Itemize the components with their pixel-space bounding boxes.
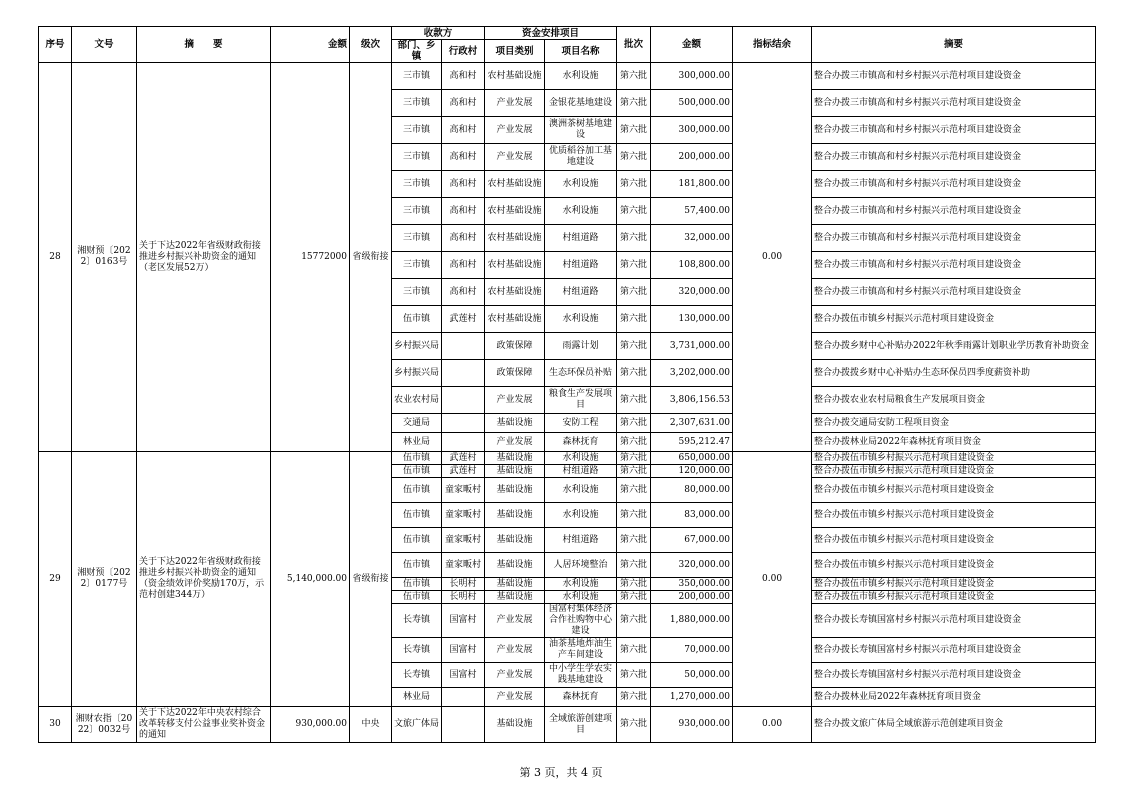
remark: 整合办拨三市镇高和村乡村振兴示范村项目建设资金 [812, 144, 1096, 171]
recipient-dept: 伍市镇 [392, 591, 442, 604]
project-name: 水利设施 [545, 198, 617, 225]
project-category: 基础设施 [485, 591, 545, 604]
recipient-dept: 乡村振兴局 [392, 333, 442, 360]
recipient-dept: 三市镇 [392, 279, 442, 306]
header-recipient-dept: 部门、乡镇 [392, 40, 442, 63]
group-seq: 29 [39, 452, 72, 707]
remark: 整合办拨三市镇高和村乡村振兴示范村项目建设资金 [812, 171, 1096, 198]
recipient-village [442, 333, 485, 360]
project-name: 水利设施 [545, 63, 617, 90]
recipient-village: 武莲村 [442, 452, 485, 465]
remark: 整合办拨伍市镇乡村振兴示范村项目建设资金 [812, 465, 1096, 478]
recipient-dept: 伍市镇 [392, 452, 442, 465]
recipient-village: 童家畈村 [442, 503, 485, 528]
project-name: 优质稻谷加工基地建设 [545, 144, 617, 171]
alloc-amount: 320,000.00 [651, 279, 733, 306]
remark: 整合办拨伍市镇乡村振兴示范村项目建设资金 [812, 452, 1096, 465]
project-name: 森林抚育 [545, 433, 617, 452]
group-balance: 0.00 [733, 707, 812, 743]
project-name: 村组道路 [545, 528, 617, 553]
alloc-amount: 320,000.00 [651, 553, 733, 578]
recipient-village [442, 433, 485, 452]
batch: 第六批 [617, 528, 651, 553]
recipient-village: 高和村 [442, 279, 485, 306]
group-level: 省级衔接 [350, 63, 392, 452]
header-doc-no: 文号 [72, 27, 137, 63]
project-category: 农村基础设施 [485, 252, 545, 279]
batch: 第六批 [617, 63, 651, 90]
header-project: 资金安排项目 [485, 27, 617, 40]
alloc-amount: 80,000.00 [651, 478, 733, 503]
remark: 整合办拨伍市镇乡村振兴示范村项目建设资金 [812, 578, 1096, 591]
project-name: 安防工程 [545, 414, 617, 433]
header-seq: 序号 [39, 27, 72, 63]
batch: 第六批 [617, 433, 651, 452]
header-project-name: 项目名称 [545, 40, 617, 63]
recipient-dept: 林业局 [392, 433, 442, 452]
project-category: 基础设施 [485, 707, 545, 743]
alloc-amount: 2,307,631.00 [651, 414, 733, 433]
group-level: 省级衔接 [350, 452, 392, 707]
recipient-dept: 文旅广体局 [392, 707, 442, 743]
project-category: 基础设施 [485, 503, 545, 528]
recipient-village: 高和村 [442, 171, 485, 198]
recipient-dept: 伍市镇 [392, 578, 442, 591]
alloc-amount: 3,202,000.00 [651, 360, 733, 387]
remark: 整合办拨文旅广体局全域旅游示范创建项目资金 [812, 707, 1096, 743]
remark: 整合办拨长寿镇国富村乡村振兴示范村项目建设资金 [812, 663, 1096, 688]
batch: 第六批 [617, 503, 651, 528]
alloc-amount: 500,000.00 [651, 90, 733, 117]
alloc-amount: 120,000.00 [651, 465, 733, 478]
remark: 整合办拨三市镇高和村乡村振兴示范村项目建设资金 [812, 63, 1096, 90]
remark: 整合办拨伍市镇乡村振兴示范村项目建设资金 [812, 478, 1096, 503]
recipient-dept: 长寿镇 [392, 663, 442, 688]
remark: 整合办拨交通局安防工程项目资金 [812, 414, 1096, 433]
recipient-dept: 三市镇 [392, 117, 442, 144]
project-name: 中小学生学农实践基地建设 [545, 663, 617, 688]
header-remark: 摘要 [812, 27, 1096, 63]
recipient-village [442, 360, 485, 387]
project-name: 水利设施 [545, 306, 617, 333]
remark: 整合办拨三市镇高和村乡村振兴示范村项目建设资金 [812, 225, 1096, 252]
project-category: 农村基础设施 [485, 171, 545, 198]
alloc-amount: 300,000.00 [651, 117, 733, 144]
alloc-amount: 350,000.00 [651, 578, 733, 591]
recipient-dept: 三市镇 [392, 90, 442, 117]
project-name: 全域旅游创建项目 [545, 707, 617, 743]
header-recipient-village: 行政村 [442, 40, 485, 63]
project-category: 政策保障 [485, 360, 545, 387]
alloc-amount: 3,731,000.00 [651, 333, 733, 360]
recipient-dept: 伍市镇 [392, 528, 442, 553]
alloc-amount: 1,880,000.00 [651, 604, 733, 638]
project-name: 国富村集体经济合作社购物中心建设 [545, 604, 617, 638]
batch: 第六批 [617, 591, 651, 604]
recipient-dept: 伍市镇 [392, 478, 442, 503]
remark: 整合办拨伍市镇乡村振兴示范村项目建设资金 [812, 553, 1096, 578]
batch: 第六批 [617, 604, 651, 638]
project-category: 产业发展 [485, 433, 545, 452]
recipient-village: 高和村 [442, 63, 485, 90]
recipient-village: 国富村 [442, 604, 485, 638]
project-category: 农村基础设施 [485, 225, 545, 252]
batch: 第六批 [617, 306, 651, 333]
recipient-dept: 三市镇 [392, 252, 442, 279]
alloc-amount: 930,000.00 [651, 707, 733, 743]
project-category: 产业发展 [485, 144, 545, 171]
recipient-dept: 长寿镇 [392, 604, 442, 638]
project-category: 农村基础设施 [485, 279, 545, 306]
table-row [39, 63, 1096, 90]
remark: 整合办拨乡财中心补贴办2022年秋季雨露计划职业学历教育补助资金 [812, 333, 1096, 360]
project-name: 村组道路 [545, 279, 617, 306]
header-summary: 摘 要 [137, 27, 271, 63]
project-category: 产业发展 [485, 688, 545, 707]
header-alloc-amount: 金额 [651, 27, 733, 63]
project-name: 水利设施 [545, 578, 617, 591]
header-recipient: 收款方 [392, 27, 485, 40]
remark: 整合办拨林业局2022年森林抚育项目资金 [812, 688, 1096, 707]
recipient-dept: 交通局 [392, 414, 442, 433]
alloc-amount: 108,800.00 [651, 252, 733, 279]
recipient-village [442, 707, 485, 743]
project-category: 产业发展 [485, 387, 545, 414]
alloc-amount: 181,800.00 [651, 171, 733, 198]
group-level: 中央 [350, 707, 392, 743]
project-name: 水利设施 [545, 591, 617, 604]
project-name: 金银花基地建设 [545, 90, 617, 117]
recipient-dept: 伍市镇 [392, 503, 442, 528]
recipient-village: 武莲村 [442, 306, 485, 333]
batch: 第六批 [617, 707, 651, 743]
recipient-village [442, 688, 485, 707]
table-row [39, 707, 1096, 743]
batch: 第六批 [617, 279, 651, 306]
remark: 整合办拨农业农村局粮食生产发展项目资金 [812, 387, 1096, 414]
remark: 整合办拨伍市镇乡村振兴示范村项目建设资金 [812, 591, 1096, 604]
group-doc-no: 湘财预〔2022〕0177号 [72, 452, 137, 707]
batch: 第六批 [617, 225, 651, 252]
header-project-category: 项目类别 [485, 40, 545, 63]
group-seq: 30 [39, 707, 72, 743]
project-name: 生态环保员补贴 [545, 360, 617, 387]
header-balance: 指标结余 [733, 27, 812, 63]
group-doc-no: 湘财预〔2022〕0163号 [72, 63, 137, 452]
remark: 整合办拨长寿镇国富村乡村振兴示范村项目建设资金 [812, 604, 1096, 638]
project-category: 农村基础设施 [485, 63, 545, 90]
remark: 整合办拨拨乡财中心补贴办生态环保员四季度薪资补助 [812, 360, 1096, 387]
batch: 第六批 [617, 414, 651, 433]
batch: 第六批 [617, 452, 651, 465]
table-body [39, 63, 1096, 743]
recipient-dept: 三市镇 [392, 171, 442, 198]
recipient-dept: 三市镇 [392, 225, 442, 252]
recipient-village: 国富村 [442, 638, 485, 663]
project-name: 村组道路 [545, 252, 617, 279]
project-name: 雨露计划 [545, 333, 617, 360]
project-category: 农村基础设施 [485, 306, 545, 333]
alloc-amount: 595,212.47 [651, 433, 733, 452]
batch: 第六批 [617, 663, 651, 688]
batch: 第六批 [617, 333, 651, 360]
group-amount: 930,000.00 [271, 707, 350, 743]
recipient-village: 高和村 [442, 144, 485, 171]
recipient-dept: 三市镇 [392, 144, 442, 171]
alloc-amount: 83,000.00 [651, 503, 733, 528]
batch: 第六批 [617, 465, 651, 478]
alloc-amount: 32,000.00 [651, 225, 733, 252]
allocation-table [38, 26, 1096, 743]
alloc-amount: 70,000.00 [651, 638, 733, 663]
batch: 第六批 [617, 90, 651, 117]
batch: 第六批 [617, 553, 651, 578]
project-name: 水利设施 [545, 452, 617, 465]
project-category: 基础设施 [485, 553, 545, 578]
remark: 整合办拨三市镇高和村乡村振兴示范村项目建设资金 [812, 252, 1096, 279]
alloc-amount: 1,270,000.00 [651, 688, 733, 707]
project-category: 产业发展 [485, 663, 545, 688]
project-name: 油茶基地炸油生产车间建设 [545, 638, 617, 663]
remark: 整合办拨伍市镇乡村振兴示范村项目建设资金 [812, 306, 1096, 333]
recipient-village: 国富村 [442, 663, 485, 688]
batch: 第六批 [617, 252, 651, 279]
group-doc-no: 湘财农指〔2022〕0032号 [72, 707, 137, 743]
header-level: 级次 [350, 27, 392, 63]
batch: 第六批 [617, 478, 651, 503]
recipient-dept: 农业农村局 [392, 387, 442, 414]
remark: 整合办拨三市镇高和村乡村振兴示范村项目建设资金 [812, 279, 1096, 306]
recipient-dept: 乡村振兴局 [392, 360, 442, 387]
group-balance: 0.00 [733, 63, 812, 452]
project-name: 澳洲茶树基地建设 [545, 117, 617, 144]
project-name: 粮食生产发展项目 [545, 387, 617, 414]
project-category: 基础设施 [485, 465, 545, 478]
remark: 整合办拨长寿镇国富村乡村振兴示范村项目建设资金 [812, 638, 1096, 663]
project-name: 水利设施 [545, 478, 617, 503]
batch: 第六批 [617, 387, 651, 414]
alloc-amount: 200,000.00 [651, 591, 733, 604]
recipient-village: 童家畈村 [442, 553, 485, 578]
project-category: 产业发展 [485, 638, 545, 663]
group-seq: 28 [39, 63, 72, 452]
batch: 第六批 [617, 360, 651, 387]
group-summary: 关于下达2022年省级财政衔接推进乡村振兴补助资金的通知（资金绩效评价奖励170万，示范村创建344万） [137, 452, 271, 707]
batch: 第六批 [617, 144, 651, 171]
alloc-amount: 50,000.00 [651, 663, 733, 688]
project-category: 基础设施 [485, 452, 545, 465]
alloc-amount: 300,000.00 [651, 63, 733, 90]
remark: 整合办拨三市镇高和村乡村振兴示范村项目建设资金 [812, 198, 1096, 225]
recipient-dept: 三市镇 [392, 63, 442, 90]
project-category: 产业发展 [485, 117, 545, 144]
group-balance: 0.00 [733, 452, 812, 707]
alloc-amount: 650,000.00 [651, 452, 733, 465]
recipient-dept: 伍市镇 [392, 306, 442, 333]
recipient-village: 高和村 [442, 117, 485, 144]
group-summary: 关于下达2022年省级财政衔接推进乡村振兴补助资金的通知（老区发展52万） [137, 63, 271, 452]
project-category: 基础设施 [485, 578, 545, 591]
header-amount: 金额 [271, 27, 350, 63]
project-category: 基础设施 [485, 478, 545, 503]
project-category: 基础设施 [485, 414, 545, 433]
alloc-amount: 57,400.00 [651, 198, 733, 225]
alloc-amount: 3,806,156.53 [651, 387, 733, 414]
group-summary: 关于下达2022年中央农村综合改革转移支付公益事业奖补资金的通知 [137, 707, 271, 743]
project-category: 产业发展 [485, 604, 545, 638]
recipient-village: 长明村 [442, 591, 485, 604]
recipient-village: 高和村 [442, 90, 485, 117]
project-name: 水利设施 [545, 503, 617, 528]
project-category: 基础设施 [485, 528, 545, 553]
remark: 整合办拨林业局2022年森林抚育项目资金 [812, 433, 1096, 452]
recipient-village: 童家畈村 [442, 528, 485, 553]
recipient-village: 长明村 [442, 578, 485, 591]
project-name: 森林抚育 [545, 688, 617, 707]
recipient-village: 武莲村 [442, 465, 485, 478]
recipient-dept: 林业局 [392, 688, 442, 707]
recipient-dept: 三市镇 [392, 198, 442, 225]
batch: 第六批 [617, 117, 651, 144]
project-name: 村组道路 [545, 225, 617, 252]
remark: 整合办拨三市镇高和村乡村振兴示范村项目建设资金 [812, 117, 1096, 144]
remark: 整合办拨伍市镇乡村振兴示范村项目建设资金 [812, 528, 1096, 553]
group-amount: 15772000 [271, 63, 350, 452]
alloc-amount: 200,000.00 [651, 144, 733, 171]
batch: 第六批 [617, 171, 651, 198]
batch: 第六批 [617, 688, 651, 707]
alloc-amount: 130,000.00 [651, 306, 733, 333]
header-batch: 批次 [617, 27, 651, 63]
project-name: 村组道路 [545, 465, 617, 478]
project-name: 人居环境整治 [545, 553, 617, 578]
recipient-dept: 伍市镇 [392, 465, 442, 478]
group-amount: 5,140,000.00 [271, 452, 350, 707]
recipient-village: 高和村 [442, 225, 485, 252]
recipient-village [442, 387, 485, 414]
recipient-village: 高和村 [442, 198, 485, 225]
project-category: 政策保障 [485, 333, 545, 360]
alloc-amount: 67,000.00 [651, 528, 733, 553]
project-name: 水利设施 [545, 171, 617, 198]
project-category: 农村基础设施 [485, 198, 545, 225]
project-category: 产业发展 [485, 90, 545, 117]
page-footer: 第 3 页，共 4 页 [519, 766, 603, 779]
remark: 整合办拨三市镇高和村乡村振兴示范村项目建设资金 [812, 90, 1096, 117]
table-row [39, 452, 1096, 465]
batch: 第六批 [617, 638, 651, 663]
remark: 整合办拨伍市镇乡村振兴示范村项目建设资金 [812, 503, 1096, 528]
recipient-village: 童家畈村 [442, 478, 485, 503]
recipient-dept: 伍市镇 [392, 553, 442, 578]
recipient-dept: 长寿镇 [392, 638, 442, 663]
recipient-village [442, 414, 485, 433]
batch: 第六批 [617, 578, 651, 591]
batch: 第六批 [617, 198, 651, 225]
recipient-village: 高和村 [442, 252, 485, 279]
